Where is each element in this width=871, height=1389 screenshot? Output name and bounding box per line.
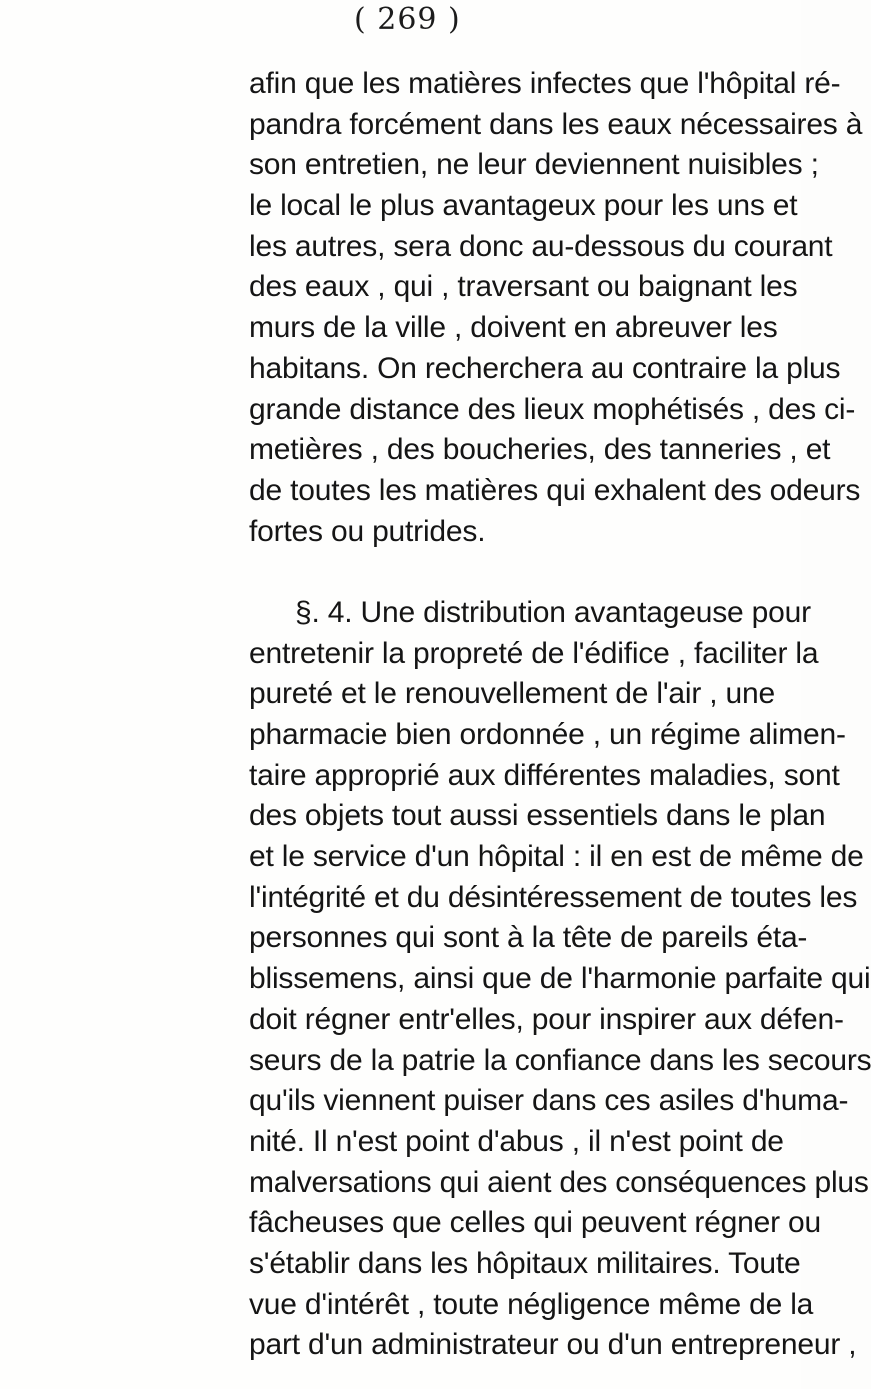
text-line: entretenir la propreté de l'édifice , faciliter la	[249, 636, 819, 670]
page-number: ( 269 )	[354, 2, 461, 37]
text-line: grande distance des lieux mophétisés , des ci-	[249, 392, 856, 426]
text-line: fortes ou putrides.	[249, 514, 486, 548]
text-line: personnes qui sont à la tête de pareils éta-	[249, 921, 808, 955]
text-line: pharmacie bien ordonnée , un régime alimen-	[249, 718, 846, 751]
text-line: l'intégrité et du désintéressement de toutes les	[249, 880, 858, 914]
paragraph-1	[249, 64, 863, 552]
paragraph-gap	[249, 552, 717, 593]
paragraph-2	[249, 593, 871, 1366]
text-line: pureté et le renouvellement de l'air , une	[249, 677, 775, 711]
text-line: de toutes les matières qui exhalent des odeurs	[249, 473, 861, 507]
text-line: murs de la ville , doivent en abreuver les	[249, 311, 778, 345]
text-line: taire approprié aux différentes maladies, sont	[249, 758, 840, 792]
text-line: s'établir dans les hôpitaux militaires. Toute	[249, 1246, 801, 1280]
text-line: vue d'intérêt , toute négligence même de la	[249, 1287, 814, 1321]
text-line: malversations qui aient des conséquences plus	[249, 1165, 869, 1199]
text-line: pandra forcément dans les eaux nécessaires à	[249, 107, 863, 141]
text-line: blissemens, ainsi que de l'harmonie parfaite qui	[249, 962, 871, 996]
text-line: des objets tout aussi essentiels dans le plan	[249, 799, 826, 833]
text-line: doit régner entr'elles, pour inspirer aux défen-	[249, 1002, 844, 1036]
text-line: les autres, sera donc au-dessous du courant	[249, 229, 833, 263]
section-heading-line: §. 4. Une distribution avantageuse pour	[295, 595, 811, 629]
text-line: le local le plus avantageux pour les uns et	[249, 189, 798, 223]
text-line: afin que les matières infectes que l'hôpital ré-	[249, 67, 841, 100]
text-line: qu'ils viennent puiser dans ces asiles d'huma-	[249, 1084, 849, 1118]
text-line: fâcheuses que celles qui peuvent régner ou	[249, 1206, 822, 1240]
text-line: nité. Il n'est point d'abus , il n'est point de	[249, 1124, 784, 1158]
page-body	[249, 64, 871, 1366]
text-line: habitans. On recherchera au contraire la plus	[249, 351, 841, 385]
text-line: seurs de la patrie la confiance dans les secours	[249, 1043, 871, 1077]
text-line: son entretien, ne leur deviennent nuisibles ;	[249, 148, 819, 182]
text-line: part d'un administrateur ou d'un entrepreneur ,	[249, 1328, 857, 1362]
text-line: metières , des boucheries, des tanneries , et	[249, 433, 831, 467]
text-line: et le service d'un hôpital : il en est de même de	[249, 840, 864, 874]
text-line: des eaux , qui , traversant ou baignant les	[249, 270, 798, 304]
